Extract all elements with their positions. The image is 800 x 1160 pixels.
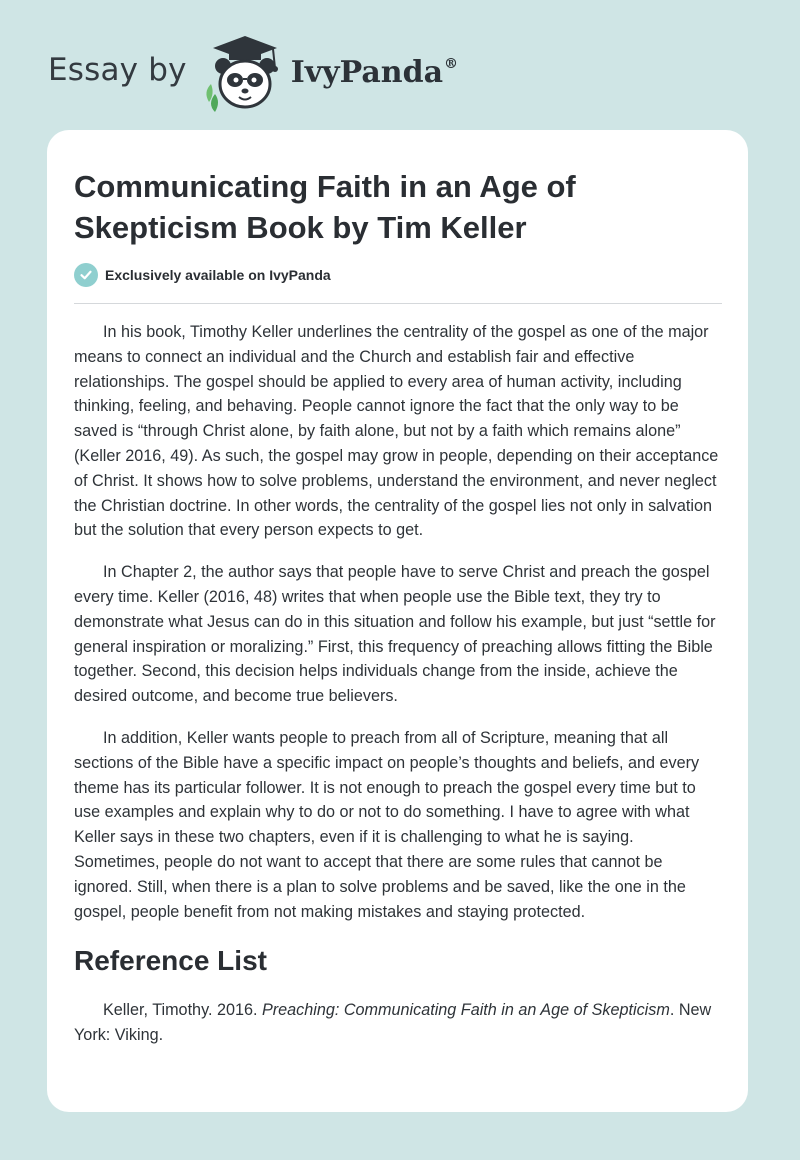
panda-graduate-icon <box>201 34 289 114</box>
divider <box>74 303 722 304</box>
registered-mark: ® <box>444 55 459 72</box>
check-icon <box>74 263 98 287</box>
reference-heading: Reference List <box>74 945 267 977</box>
reference-item <box>74 998 722 1048</box>
brand-header[interactable] <box>48 34 458 114</box>
essay-card <box>47 130 748 1112</box>
essay-body <box>74 320 722 1048</box>
exclusive-label: Exclusively available on IvyPanda <box>105 267 331 283</box>
paragraph: In Chapter 2, the author says that people have to serve Christ and preach the gospel every time. Keller (2016, 48) writes that when people use the Bible text, they try to demonstrate what Jesus can do in this situation and follow his example, but just “settle for general inspiration or moralizing.” First, this frequency of preaching allows fitting the Bible together. Second, this decision helps individuals change from the inside, achieve the desired outcome, and become true believers. <box>74 563 716 706</box>
exclusive-badge <box>74 263 331 287</box>
paragraph: In his book, Timothy Keller underlines the centrality of the gospel as one of the major means to connect an individual and the Church and establish fair and effective relationships. The gospel should be applied to every area of human activity, including thinking, feeling, and behaving. People cannot ignore the fact that the only way to be saved is “through Christ alone, by faith alone, but not by a faith which remains alone” (Keller 2016, 49). As such, the gospel may grow in people, depending on their acceptance of Christ. It shows how to solve problems, understand the environment, and never neglect the Christian doctrine. In other words, the centrality of the gospel lies not only in salvation but the solution that every person expects to get. <box>74 323 719 540</box>
reference-suffix: . New York: Viking. <box>74 1001 712 1045</box>
reference-prefix: Keller, Timothy. 2016. <box>103 1001 262 1020</box>
brand-essay-by: Essay by <box>48 52 187 88</box>
reference-title: Preaching: Communicating Faith in an Age of Skepticism <box>261 1001 670 1020</box>
brand-name: IvyPanda® <box>290 54 459 90</box>
paragraph: In addition, Keller wants people to preach from all of Scripture, meaning that all sections of the Bible have a specific impact on people’s thoughts and beliefs, and every theme has its particular follower. It is not enough to preach the gospel every time but to use examples and explain why to do or not to do something. I have to agree with what Keller says in these two chapters, even if it is challenging to what he is saying. Sometimes, people do not want to accept that there are some rules that cannot be ignored. Still, when there is a plan to solve problems and be saved, like the one in the gospel, people benefit from not making mistakes and staying protected. <box>74 728 700 921</box>
page-title: Communicating Faith in an Age of Skepticism Book by Tim Keller <box>74 169 576 245</box>
